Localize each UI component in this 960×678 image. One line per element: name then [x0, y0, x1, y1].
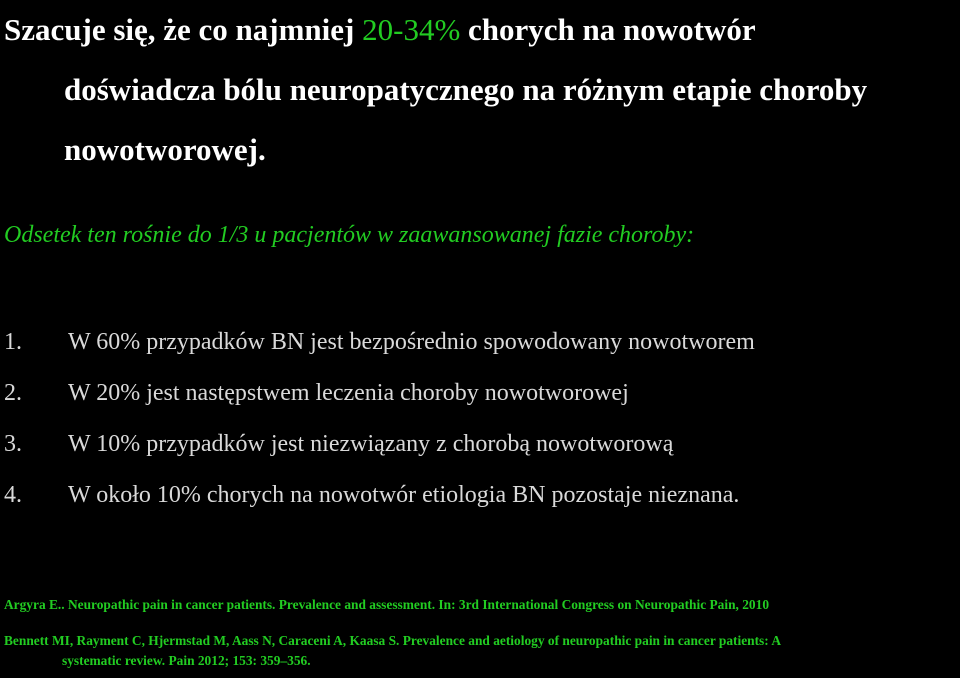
slide-heading: [4, 0, 954, 180]
list-item-text: W 60% przypadków BN jest bezpośrednio spowodowany nowotworem: [68, 329, 755, 355]
list-item: [4, 424, 755, 475]
heading-text-end: chorych na nowotwór: [460, 12, 756, 47]
heading-text-start: Szacuje się, że co najmniej: [4, 12, 363, 47]
heading-percentage: 20-34%: [362, 12, 461, 47]
list-item-text: W 10% przypadków jest niezwiązany z chorobą nowotworową: [68, 431, 674, 457]
list-item-number: 3.: [4, 431, 22, 457]
reference-bennett-line-2: systematic review. Pain 2012; 153: 359–356.: [62, 653, 311, 668]
reference-argyra: Argyra E.. Neuropathic pain in cancer patients. Prevalence and assessment. In: 3rd International Congress on Neuropathic Pain, 2010: [4, 597, 770, 612]
heading-line-3: nowotworowej.: [64, 132, 266, 167]
list-item-number: 1.: [4, 329, 22, 355]
list-item-number: 2.: [4, 380, 22, 406]
reference-bennett: [4, 631, 959, 671]
highlight-statement: Odsetek ten rośnie do 1/3 u pacjentów w zaawansowanej fazie choroby:: [4, 222, 695, 248]
references: [4, 590, 959, 671]
etiology-list: [4, 322, 755, 526]
list-item-text: W 20% jest następstwem leczenia choroby nowotworowej: [68, 380, 629, 406]
list-item-number: 4.: [4, 482, 22, 508]
list-item: [4, 373, 755, 424]
list-item-text: W około 10% chorych na nowotwór etiologia BN pozostaje nieznana.: [68, 482, 740, 508]
list-item: [4, 475, 755, 526]
heading-line-1: [4, 0, 954, 60]
list-item: [4, 322, 755, 373]
heading-line-2: doświadcza bólu neuropatycznego na różnym etapie choroby: [64, 72, 868, 107]
reference-bennett-line-1: Bennett MI, Rayment C, Hjermstad M, Aass N, Caraceni A, Kaasa S. Prevalence and aetiology of neuropathic pain in cancer patients: A: [4, 633, 781, 648]
